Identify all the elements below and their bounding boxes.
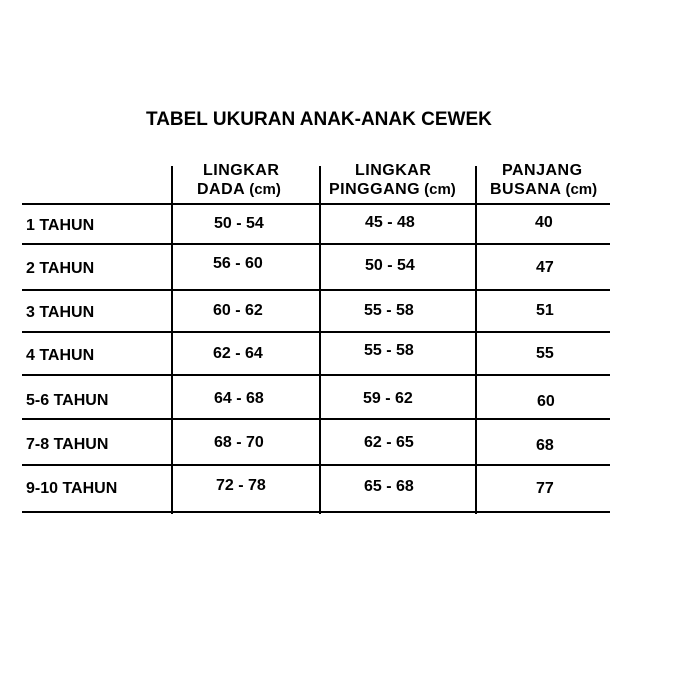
row-label: 2 TAHUN — [26, 260, 95, 277]
cell-lingkar-dada: 62 - 64 — [213, 345, 263, 362]
cell-lingkar-pinggang: 65 - 68 — [364, 478, 414, 495]
cell-panjang-busana: 68 — [536, 437, 554, 454]
header-line2: BUSANA — [490, 181, 562, 198]
header-unit: (cm) — [565, 181, 598, 198]
row-divider — [22, 464, 610, 466]
header-unit: (cm) — [424, 181, 456, 198]
header-line1: LINGKAR — [355, 162, 432, 179]
cell-lingkar-dada: 72 - 78 — [216, 477, 266, 494]
cell-lingkar-pinggang: 62 - 65 — [364, 434, 414, 451]
row-label: 4 TAHUN — [26, 347, 95, 364]
header-line2: DADA — [197, 181, 246, 198]
cell-lingkar-pinggang: 55 - 58 — [364, 342, 414, 359]
row-divider — [22, 243, 610, 245]
row-divider — [22, 418, 610, 420]
cell-panjang-busana: 60 — [537, 393, 555, 410]
row-label: 1 TAHUN — [26, 217, 95, 234]
header-line1: PANJANG — [502, 162, 583, 179]
cell-lingkar-dada: 68 - 70 — [214, 434, 264, 451]
cell-lingkar-pinggang: 50 - 54 — [365, 257, 415, 274]
row-divider — [22, 331, 610, 333]
cell-panjang-busana: 55 — [536, 345, 554, 362]
cell-lingkar-dada: 60 - 62 — [213, 302, 263, 319]
header-line2: PINGGANG — [329, 181, 421, 198]
cell-panjang-busana: 47 — [536, 259, 554, 276]
cell-lingkar-dada: 64 - 68 — [214, 390, 264, 407]
row-label: 5-6 TAHUN — [26, 392, 109, 409]
header-lingkar-pinggang — [329, 161, 456, 199]
cell-lingkar-pinggang: 45 - 48 — [365, 214, 415, 231]
column-divider — [171, 166, 173, 514]
cell-lingkar-dada: 50 - 54 — [214, 215, 264, 232]
header-lingkar-dada — [197, 161, 281, 199]
column-divider — [319, 166, 321, 514]
header-line1: LINGKAR — [203, 162, 280, 179]
row-divider — [22, 374, 610, 376]
cell-panjang-busana: 51 — [536, 302, 554, 319]
header-panjang-busana — [490, 161, 598, 199]
cell-panjang-busana: 77 — [536, 480, 554, 497]
cell-lingkar-dada: 56 - 60 — [213, 255, 263, 272]
cell-panjang-busana: 40 — [535, 214, 553, 231]
row-label: 7-8 TAHUN — [26, 436, 109, 453]
row-label: 3 TAHUN — [26, 304, 95, 321]
row-divider — [22, 289, 610, 291]
row-divider — [22, 203, 610, 205]
row-divider — [22, 511, 610, 513]
row-label: 9-10 TAHUN — [26, 480, 118, 497]
header-unit: (cm) — [249, 181, 281, 198]
column-divider — [475, 166, 477, 514]
cell-lingkar-pinggang: 55 - 58 — [364, 302, 414, 319]
table-title: TABEL UKURAN ANAK-ANAK CEWEK — [146, 109, 492, 130]
cell-lingkar-pinggang: 59 - 62 — [363, 390, 413, 407]
